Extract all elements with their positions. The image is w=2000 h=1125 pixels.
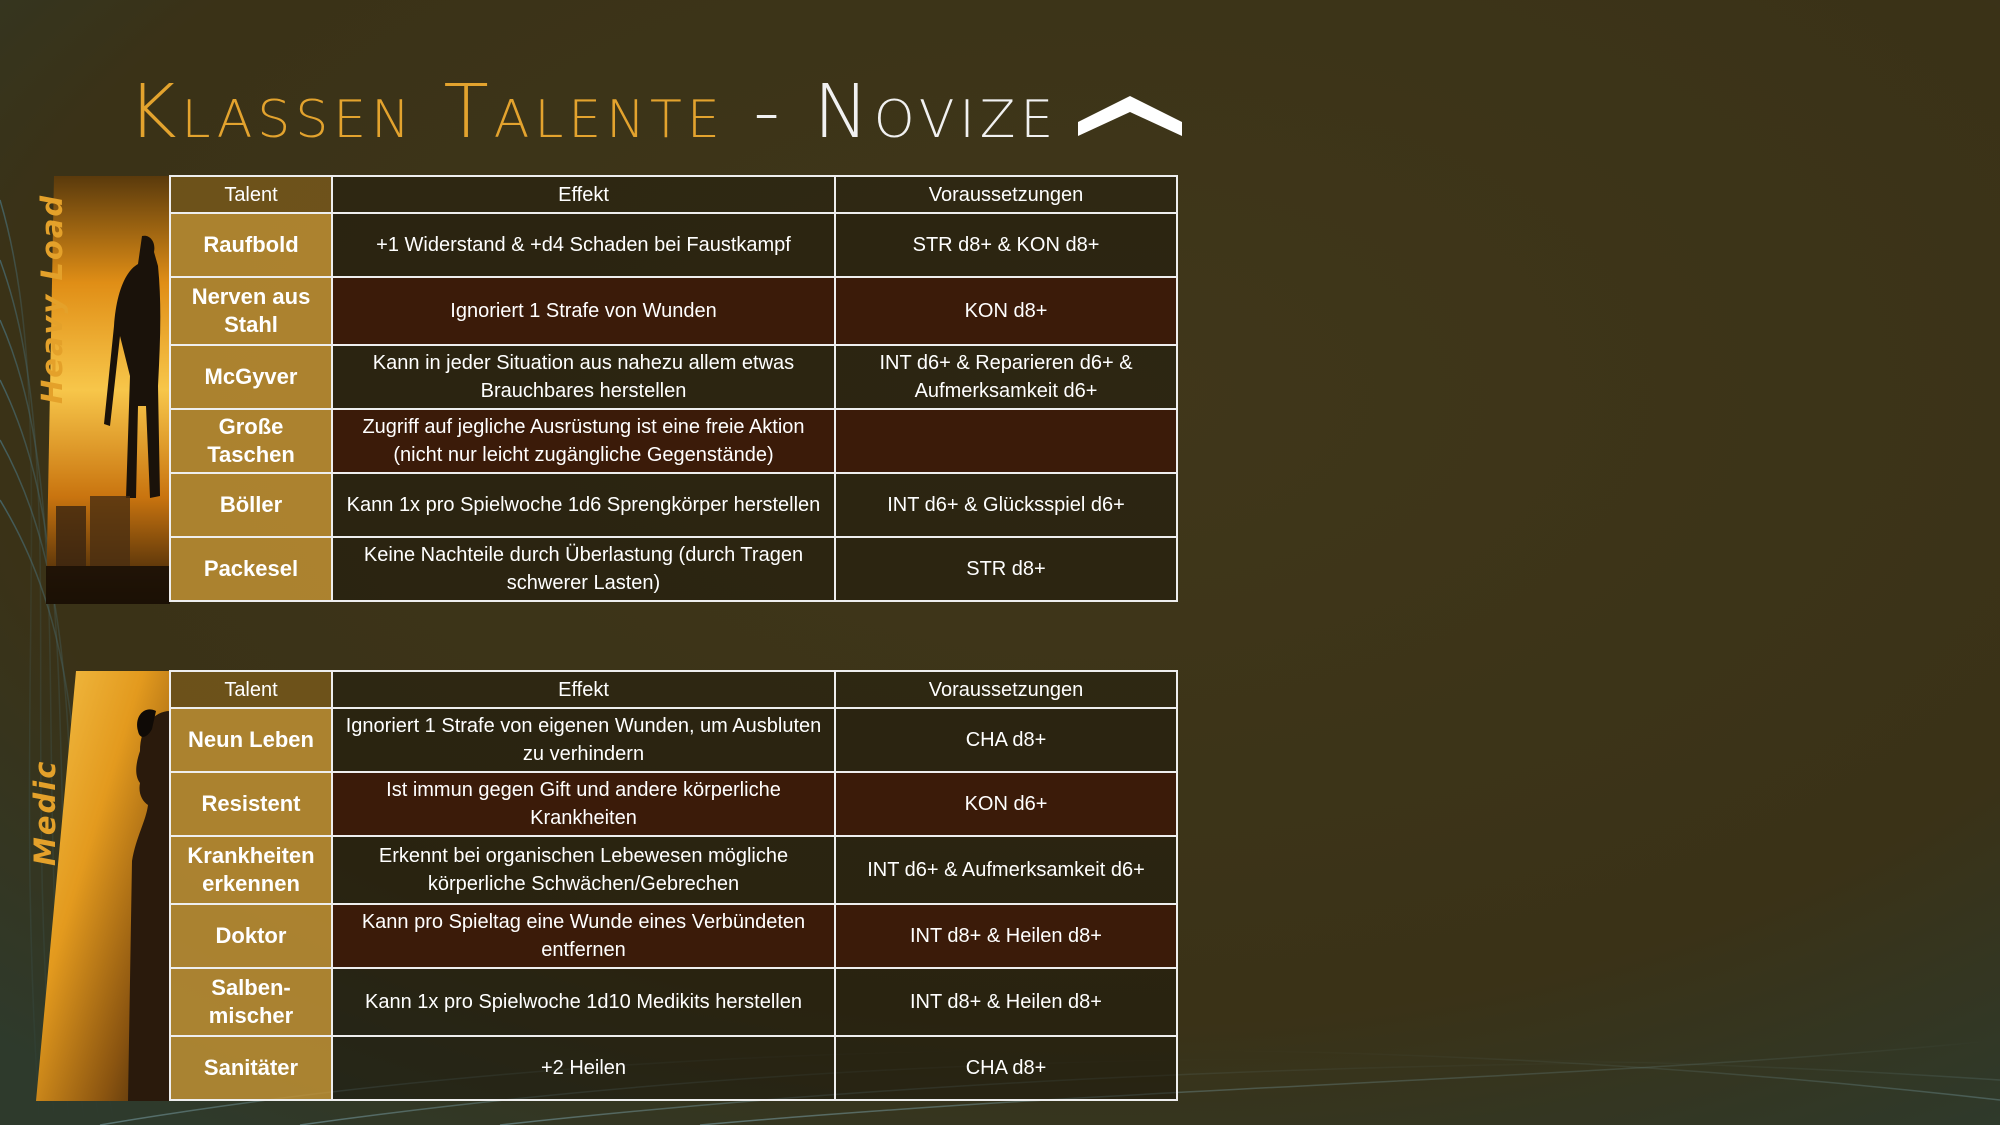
header-voraussetzungen: Voraussetzungen	[835, 671, 1177, 708]
talent-effekt: Keine Nachteile durch Überlastung (durch Tragen schwerer Lasten)	[332, 537, 835, 601]
talent-effekt: Erkennt bei organischen Lebewesen mögliche körperliche Schwächen/Gebrechen	[332, 836, 835, 904]
talent-name: Nerven aus Stahl	[170, 277, 332, 345]
talent-voraussetzungen: KON d6+	[835, 772, 1177, 836]
talent-name: Krankheiten erkennen	[170, 836, 332, 904]
talent-effekt: Kann 1x pro Spielwoche 1d10 Medikits herstellen	[332, 968, 835, 1036]
talent-effekt: Ignoriert 1 Strafe von eigenen Wunden, um Ausbluten zu verhindern	[332, 708, 835, 772]
talent-voraussetzungen: INT d6+ & Glücksspiel d6+	[835, 473, 1177, 537]
table-row	[170, 968, 1177, 1036]
header-voraussetzungen: Voraussetzungen	[835, 176, 1177, 213]
table-header-row	[170, 176, 1177, 213]
header-talent: Talent	[170, 671, 332, 708]
talent-effekt: Kann in jeder Situation aus nahezu allem etwas Brauchbares herstellen	[332, 345, 835, 409]
talent-voraussetzungen: STR d8+ & KON d8+	[835, 213, 1177, 277]
title-part1: Klassen Talente	[128, 69, 725, 155]
talent-voraussetzungen: INT d8+ & Heilen d8+	[835, 904, 1177, 968]
medic-label: Medic	[28, 759, 62, 866]
title-part2: Novize	[813, 69, 1059, 155]
table-row	[170, 1036, 1177, 1100]
talent-voraussetzungen: CHA d8+	[835, 708, 1177, 772]
talent-name: Neun Leben	[170, 708, 332, 772]
medic-image	[36, 671, 170, 1101]
talent-voraussetzungen: CHA d8+	[835, 1036, 1177, 1100]
table-row	[170, 904, 1177, 968]
heavy-load-table	[169, 175, 1178, 602]
table-row	[170, 537, 1177, 601]
table-row	[170, 409, 1177, 473]
talent-effekt: +1 Widerstand & +d4 Schaden bei Faustkampf	[332, 213, 835, 277]
talent-name: Salben-mischer	[170, 968, 332, 1036]
talent-name: Böller	[170, 473, 332, 537]
talent-effekt: Ignoriert 1 Strafe von Wunden	[332, 277, 835, 345]
header-effekt: Effekt	[332, 176, 835, 213]
talent-voraussetzungen: KON d8+	[835, 277, 1177, 345]
title-separator: -	[753, 69, 785, 155]
table-row	[170, 213, 1177, 277]
talent-name: Große Taschen	[170, 409, 332, 473]
header-talent: Talent	[170, 176, 332, 213]
table-row	[170, 277, 1177, 345]
talent-effekt: +2 Heilen	[332, 1036, 835, 1100]
talent-effekt: Zugriff auf jegliche Ausrüstung ist eine freie Aktion (nicht nur leicht zugängliche Gegenstände)	[332, 409, 835, 473]
table-row	[170, 836, 1177, 904]
talent-voraussetzungen: INT d6+ & Reparieren d6+ & Aufmerksamkeit d6+	[835, 345, 1177, 409]
talent-voraussetzungen	[835, 409, 1177, 473]
table-row	[170, 473, 1177, 537]
talent-effekt: Ist immun gegen Gift und andere körperliche Krankheiten	[332, 772, 835, 836]
talent-name: Sanitäter	[170, 1036, 332, 1100]
slide-title	[128, 62, 1058, 162]
talent-name: Doktor	[170, 904, 332, 968]
talent-voraussetzungen: INT d6+ & Aufmerksamkeit d6+	[835, 836, 1177, 904]
table-row	[170, 708, 1177, 772]
table-header-row	[170, 671, 1177, 708]
table-row	[170, 772, 1177, 836]
talent-name: Packesel	[170, 537, 332, 601]
medic-table	[169, 670, 1178, 1101]
talent-voraussetzungen: INT d8+ & Heilen d8+	[835, 968, 1177, 1036]
talent-voraussetzungen: STR d8+	[835, 537, 1177, 601]
talent-name: Resistent	[170, 772, 332, 836]
talent-effekt: Kann 1x pro Spielwoche 1d6 Sprengkörper herstellen	[332, 473, 835, 537]
talent-name: McGyver	[170, 345, 332, 409]
talent-name: Raufbold	[170, 213, 332, 277]
table-row	[170, 345, 1177, 409]
heavy-load-label: Heavy Load	[35, 193, 69, 404]
chevron-up-icon[interactable]	[1078, 96, 1182, 136]
header-effekt: Effekt	[332, 671, 835, 708]
talent-effekt: Kann pro Spieltag eine Wunde eines Verbündeten entfernen	[332, 904, 835, 968]
